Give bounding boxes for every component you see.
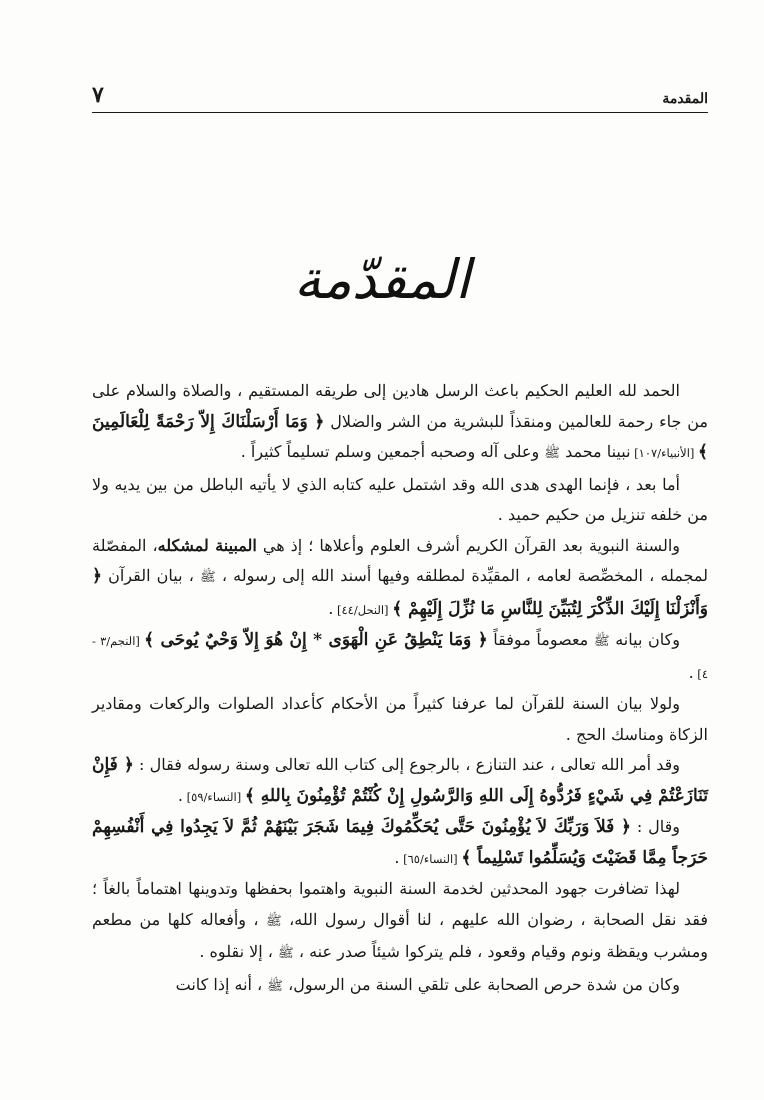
verse-reference: [النحل/٤٤] — [333, 602, 393, 617]
paragraph — [92, 874, 708, 970]
paragraph — [92, 376, 708, 470]
paragraph-text: وقد أمر الله تعالى ، عند التنازع ، بالرجوع إلى كتاب الله تعالى وسنة رسوله فقال : — [133, 755, 681, 774]
verse-reference: [النجم/٣ - ٤] — [92, 634, 708, 681]
paragraph-text: نبينا محمد — [559, 442, 631, 461]
paragraph — [92, 531, 708, 626]
verse-reference: [الأنبياء/١٠٧] — [630, 446, 699, 460]
paragraph-text: . — [328, 598, 334, 618]
paragraph-text: ، إلا نقلوه . — [199, 942, 279, 961]
paragraph-text: . — [688, 662, 694, 682]
salutation-mark: ﷺ — [199, 570, 216, 585]
quran-verse: ﴿ فَلاَ وَرَبِّكَ لاَ يُؤْمِنُونَ حَتَّى يُحَكِّمُوكَ فِيمَا شَجَرَ بَيْنَهُمْ ثُمَّ لاَ يَجِدُوا فِي أَنْفُسِهِمْ حَرَجاً مِمَّا قَضَيْتَ وَيُسَلِّمُوا تَسْلِيماً ﴾ — [92, 817, 708, 868]
salutation-mark: ﷺ — [265, 913, 282, 929]
paragraph-text: والسنة النبوية بعد القرآن الكريم أشرف العلوم وأعلاها ؛ إذ هي — [256, 535, 680, 555]
body-text — [92, 376, 708, 1002]
page-number: ٧ — [92, 82, 104, 108]
paragraph — [92, 625, 708, 689]
paragraph-text: . — [394, 847, 400, 867]
paragraph-text: الحمد لله العليم الحكيم باعث الرسل هادين إلى طريقه المستقيم ، والصلاة والسلام على من جاء رحمة للعالمين ومنقذاً للبشرية من الشر والضلال — [92, 381, 708, 431]
chapter-title: المقدّمة — [293, 248, 471, 311]
salutation-mark: ﷺ — [593, 634, 610, 649]
verse-reference: [النساء/٦٥] — [399, 851, 462, 866]
salutation-mark: ﷺ — [278, 946, 294, 961]
quran-verse: ﴿ فَإِنْ تَنَازَعْتُمْ فِي شَيْءٍ فَرُدُّوهُ إِلَى اللهِ وَالرَّسُولِ إِنْ كُنْتُمْ تُؤْمِنُونَ بِاللهِ ﴾ — [92, 755, 708, 806]
running-header — [92, 82, 708, 113]
verse-reference: [النساء/٥٩] — [183, 789, 245, 804]
paragraph-text: وكان من شدة حرص الصحابة على تلقي السنة من الرسول، — [283, 974, 680, 994]
paragraph — [92, 470, 708, 531]
paragraph — [92, 812, 708, 874]
paragraph — [92, 689, 708, 750]
paragraph-text: ، أنه إذا كانت — [175, 974, 268, 994]
paragraph-text: ، وأفعاله كلها من مطعم ومشرب ويقظة ونوم وقيام وقعود ، فلم يتركوا شيئاً صدر عنه ، — [92, 909, 708, 961]
paragraph-text: ، المفصّلة لمجمله ، المخصِّصة لعامه ، المقيِّدة لمطلقه وفيها أسند الله إلى رسوله ، — [92, 535, 708, 585]
paragraph-text: ولولا بيان السنة للقرآن لما عرفنا كثيراً من الأحكام كأعداد الصلوات والركعات ومقادير الزكاة ومناسك الحج . — [92, 694, 708, 744]
paragraph — [92, 970, 708, 1003]
quran-verse: ﴿ وَمَا يَنْطِقُ عَنِ الْهَوَى * إِنْ هُوَ إِلاّ وَحْيٌ يُوحَى ﴾ — [144, 630, 488, 650]
paragraph-text: لهذا تضافرت جهود المحدثين لخدمة السنة النبوية واهتموا بحفظها وتدوينها اهتماماً بالغاً ؛ فقد نقل الصحابة ، رضوان الله عليهم ، لنا أقوال رسول الله، — [92, 879, 708, 929]
salutation-mark: ﷺ — [267, 978, 284, 994]
paragraph-text: وقال : — [630, 817, 681, 836]
running-header-title: المقدمة — [662, 91, 708, 107]
paragraph-text: معصوماً موفقاً — [487, 630, 594, 649]
salutation-mark: ﷺ — [544, 446, 560, 461]
paragraph-text: وعلى آله وصحبه أجمعين وسلم تسليماً كثيراً . — [240, 442, 545, 461]
paragraph-text: . — [177, 785, 184, 805]
paragraph — [92, 750, 708, 812]
paragraph-text: وكان بيانه — [609, 630, 680, 649]
emphasis-text: المبينة لمشكله — [157, 535, 257, 555]
paragraph-text: أما بعد ، فإنما الهدى هدى الله وقد اشتمل عليه كتابه الذي لا يأتيه الباطل من بين يديه ولا من خلفه تنزيل من حكيم حميد . — [92, 474, 708, 524]
quran-verse: ﴿ وَأَنْزَلْنَا إِلَيْكَ الذِّكْرَ لِتُبَيِّنَ لِلنَّاسِ مَا نُزِّلَ إِلَيْهِمْ ﴾ — [92, 566, 708, 619]
paragraph-text: ، بيان القرآن — [101, 566, 200, 585]
quran-verse: ﴿ وَمَا أَرْسَلْنَاكَ إِلاّ رَحْمَةً لِلْعَالَمِينَ ﴾ — [92, 411, 708, 462]
